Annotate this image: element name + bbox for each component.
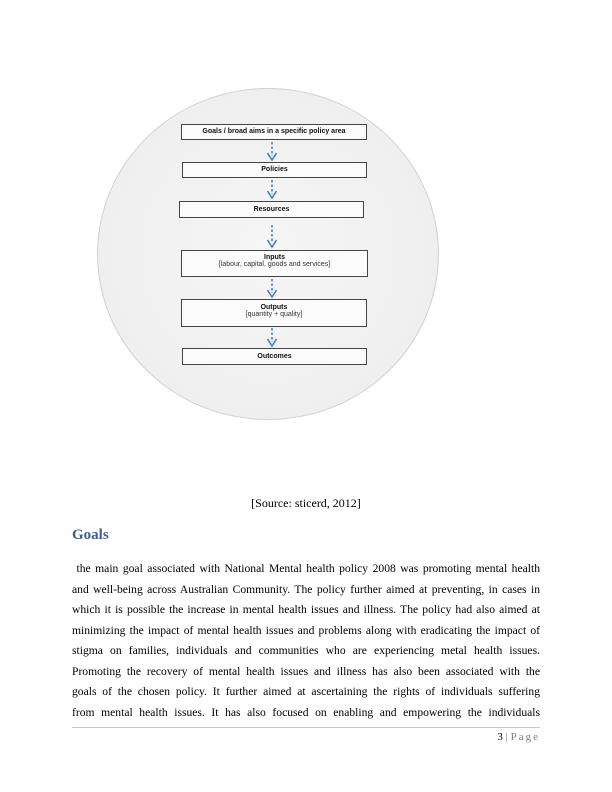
paragraph-line: stigma on families, individuals and communities who are experiencing metal health issues. — [72, 644, 540, 657]
flow-box-inputs-title: Inputs — [264, 254, 285, 261]
page-separator: | — [505, 731, 508, 743]
flow-box-resources-title: Resources — [253, 206, 290, 213]
flow-box-outputs-title: Outputs — [260, 304, 288, 311]
flow-box-outcomes — [182, 348, 367, 365]
footer-divider — [72, 727, 540, 728]
paragraph-line: which it is possible the increase in mental health issues and illness. The policy had also aimed at — [72, 603, 540, 616]
paragraph-line: Promoting the recovery of mental health issues and illness has also been associated with the — [72, 664, 540, 678]
paragraph-line: from mental health issues. It has also focused on enabling and empowering the individuals — [72, 705, 540, 719]
page-label: Page — [510, 731, 540, 743]
paragraph-line: minimizing the impact of mental health issues and problems along with eradicating the impact of — [72, 623, 540, 637]
figure-caption: [Source: sticerd, 2012] — [251, 496, 361, 510]
page-number: 3 — [497, 731, 503, 743]
flow-box-resources — [179, 201, 364, 218]
down-arrow-icon — [266, 141, 278, 162]
flow-box-goals-title: Goals / broad aims in a specific policy area — [202, 128, 346, 135]
down-arrow-icon — [266, 179, 278, 200]
flow-box-policies — [182, 162, 367, 178]
section-paragraph — [72, 559, 540, 723]
flow-box-outputs — [181, 299, 367, 327]
paragraph-line: the main goal associated with National Mental health policy 2008 was promoting mental health — [72, 562, 540, 575]
paragraph-line: and well-being across Australian Community. The policy further aimed at preventing, in cases in — [72, 582, 540, 596]
flow-box-outputs-sub: [quantity + quality] — [245, 311, 303, 318]
down-arrow-icon — [266, 327, 278, 348]
page-footer — [497, 731, 540, 743]
flow-box-goals — [181, 124, 367, 140]
flow-box-inputs — [181, 250, 368, 277]
down-arrow-icon — [266, 278, 278, 299]
down-arrow-icon — [266, 224, 278, 249]
section-heading: Goals — [72, 527, 109, 543]
flow-box-inputs-sub: [labour, capital, goods and services] — [218, 261, 331, 268]
flow-box-outcomes-title: Outcomes — [257, 353, 292, 360]
paragraph-line: goals of the chosen policy. It further aimed at ascertaining the rights of individuals suffering — [72, 685, 540, 698]
flow-box-policies-title: Policies — [261, 166, 288, 173]
